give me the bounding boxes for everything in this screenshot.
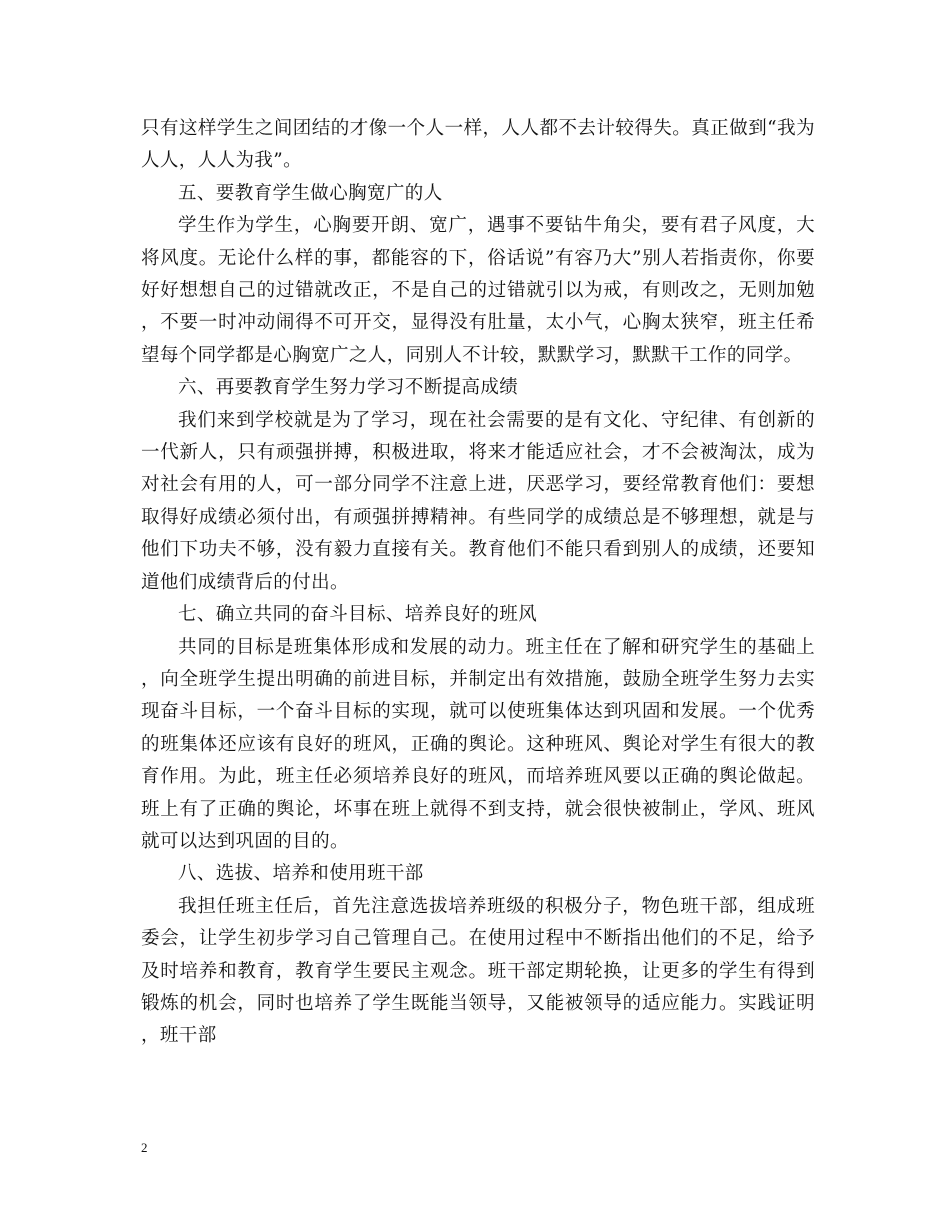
paragraph-continuation: 只有这样学生之间团结的才像一个人一样，人人都不去计较得失。真正做到“我为人人，人人为我”。 <box>141 118 815 172</box>
section-heading-5: 五、要教育学生做心胸宽广的人 <box>178 182 443 204</box>
section-heading-7: 七、确立共同的奋斗目标、培养良好的班风 <box>178 604 538 626</box>
paragraph-class-goal: 共同的目标是班集体形成和发展的动力。班主任在了解和研究学生的基础上，向全班学生提出明确的前进目标，并制定出有效措施，鼓励全班学生努力去实现奋斗目标，一个奋斗目标的实现，就可以使班集体达到巩固和发展。一个优秀的班集体还应该有良好的班风，正确的舆论。这种班风、舆论对学生有很大的教育作用。为此，班主任必须培养良好的班风，而培养班风要以正确的舆论做起。班上有了正确的舆论，坏事在班上就得不到支持，就会很快被制止，学风、班风就可以达到巩固的目的。 <box>141 636 815 852</box>
paragraph-broad-mind: 学生作为学生，心胸要开朗、宽广，遇事不要钻牛角尖，要有君子风度，大将风度。无论什么样的事，都能容的下，俗话说”有容乃大”别人若指责你，你要好好想想自己的过错就改正，不是自己的过错就引以为戒，有则改之，无则加勉，不要一时冲动闹得不可开交，显得没有肚量，太小气，心胸太狭窄，班主任希望每个同学都是心胸宽广之人，同别人不计较，默默学习，默默干工作的同学。 <box>141 215 815 366</box>
page-number: 2 <box>141 1140 148 1155</box>
document-body <box>141 113 815 1053</box>
paragraph-class-cadres: 我担任班主任后，首先注意选拔培养班级的积极分子，物色班干部，组成班委会，让学生初步学习自己管理自己。在使用过程中不断指出他们的不足，给予及时培养和教育，教育学生要民主观念。班干部定期轮换，让更多的学生有得到锻炼的机会，同时也培养了学生既能当领导，又能被领导的适应能力。实践证明，班干部 <box>141 895 815 1047</box>
section-heading-8: 八、选拔、培养和使用班干部 <box>178 863 424 885</box>
section-heading-6: 六、再要教育学生努力学习不断提高成绩 <box>178 377 519 399</box>
paragraph-study-hard: 我们来到学校就是为了学习，现在社会需要的是有文化、守纪律、有创新的一代新人，只有顽强拼搏，积极进取，将来才能适应社会，才不会被淘汰，成为对社会有用的人，可一部分同学不注意上进，厌恶学习，要经常教育他们：要想取得好成绩必须付出，有顽强拼搏精神。有些同学的成绩总是不够理想，就是与他们下功夫不够，没有毅力直接有关。教育他们不能只看到别人的成绩，还要知道他们成绩背后的付出。 <box>141 409 815 593</box>
